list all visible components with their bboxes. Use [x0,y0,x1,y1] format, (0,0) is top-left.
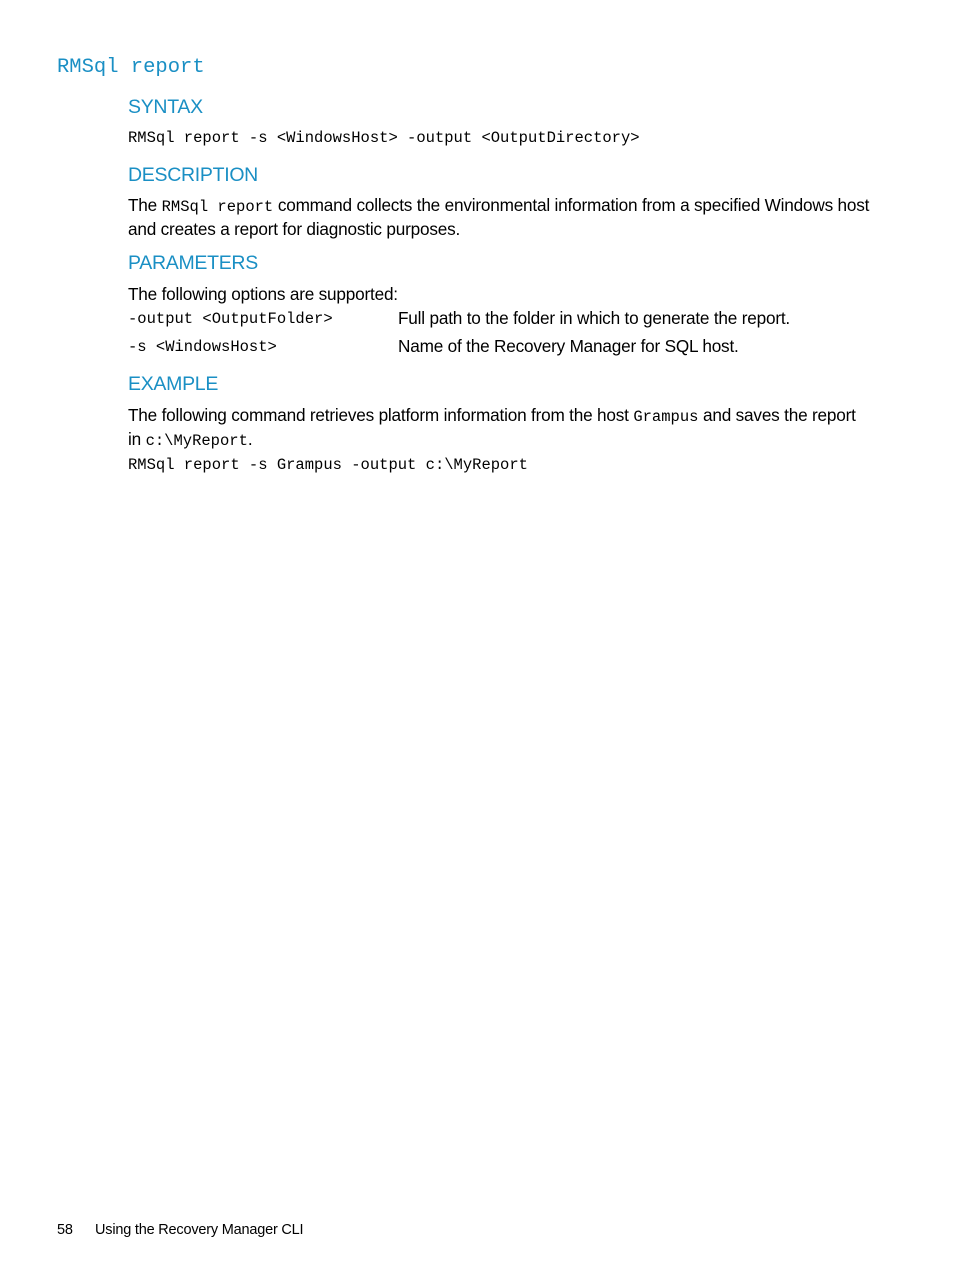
example-path-code: c:\MyReport [145,432,248,450]
parameter-description: Name of the Recovery Manager for SQL host. [398,336,739,356]
page-number: 58 [57,1222,73,1238]
command-title: RMSql report [57,56,205,79]
parameters-heading: PARAMETERS [128,252,258,274]
page-footer [57,1222,303,1238]
example-text-before: The following command retrieves platform information from the host [128,405,629,425]
parameter-row-output [128,308,873,332]
example-text-middle: and saves the report in [128,405,856,449]
parameter-description: Full path to the folder in which to generate the report. [398,308,790,328]
example-code: RMSql report -s Grampus -output c:\MyReport [128,456,528,474]
parameters-intro: The following options are supported: [128,284,398,304]
chapter-title: Using the Recovery Manager CLI [95,1222,304,1238]
example-text-end: . [247,429,253,449]
description-heading: DESCRIPTION [128,164,258,186]
syntax-code: RMSql report -s <WindowsHost> -output <OutputDirectory> [128,129,640,147]
description-text [128,194,873,240]
description-text-before: The [128,195,158,215]
example-text [128,404,873,452]
example-host-code: Grampus [633,408,699,426]
description-text-after: command collects the environmental information from a specified Windows host and creates a report for diagnostic purposes. [128,195,870,239]
parameter-name: -s <WindowsHost> [128,338,277,356]
parameter-row-host [128,336,873,360]
parameter-name: -output <OutputFolder> [128,310,333,328]
syntax-heading: SYNTAX [128,96,203,118]
description-command-code: RMSql report [161,198,274,216]
example-heading: EXAMPLE [128,373,219,395]
